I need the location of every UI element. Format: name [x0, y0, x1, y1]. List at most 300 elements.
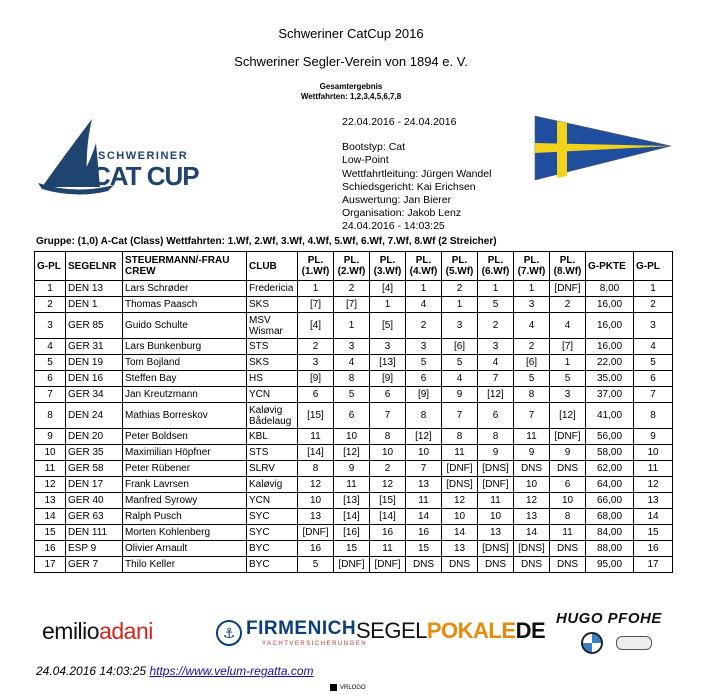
cell-sailor-name: Manfred Syrowy [123, 493, 247, 509]
cell-race-7: 5 [514, 371, 550, 387]
cell-race-2: 11 [334, 477, 370, 493]
cell-sailor-name: Ralph Pusch [123, 509, 247, 525]
cell-sail-number: DEN 13 [66, 281, 123, 297]
cell-gpl-right: 1 [634, 281, 673, 297]
cell-race-6: 4 [478, 355, 514, 371]
col-header-race-1: PL. (1.Wf) [298, 252, 334, 281]
cell-total-points: 64,00 [586, 477, 634, 493]
cell-race-2: [7] [334, 297, 370, 313]
results-body [35, 281, 673, 573]
cell-race-8: DNS [550, 461, 586, 477]
cell-sail-number: GER 58 [66, 461, 123, 477]
cell-club: SYC [247, 525, 298, 541]
regatta-title: Schweriner CatCup 2016 [278, 26, 424, 41]
sponsor-hugo-pfohe: HUGO PFOHE [556, 610, 662, 627]
table-row [35, 525, 673, 541]
logo-main-word: CAT CUP [92, 161, 199, 191]
cell-total-points: 41,00 [586, 403, 634, 429]
bmw-logo-icon [581, 632, 603, 654]
cell-race-3: 1 [370, 297, 406, 313]
cell-race-3: 10 [370, 445, 406, 461]
cell-total-points: 56,00 [586, 429, 634, 445]
cell-race-7: 7 [514, 403, 550, 429]
table-row [35, 355, 673, 371]
cell-race-2: [12] [334, 445, 370, 461]
table-row [35, 281, 673, 297]
cell-total-points: 16,00 [586, 339, 634, 355]
cell-race-3: 11 [370, 541, 406, 557]
cell-race-4: 11 [406, 493, 442, 509]
cell-race-2: [13] [334, 493, 370, 509]
cell-race-1: [7] [298, 297, 334, 313]
cell-sailor-name: Frank Lavrsen [123, 477, 247, 493]
cell-race-2: 3 [334, 339, 370, 355]
cell-race-5: 5 [442, 355, 478, 371]
cell-sail-number: DEN 1 [66, 297, 123, 313]
cell-race-4: 10 [406, 445, 442, 461]
cell-race-1: 11 [298, 429, 334, 445]
cell-race-6: 7 [478, 371, 514, 387]
cell-race-5: 3 [442, 313, 478, 339]
cell-gpl: 2 [35, 297, 66, 313]
generated-timestamp: 24.04.2016 - 14:03:25 [342, 220, 445, 233]
cell-race-1: [14] [298, 445, 334, 461]
cell-club: Kaløvig [247, 477, 298, 493]
cell-race-6: 3 [478, 339, 514, 355]
cell-gpl-right: 2 [634, 297, 673, 313]
cell-total-points: 35,00 [586, 371, 634, 387]
cell-club: SKS [247, 355, 298, 371]
cell-race-5: 9 [442, 387, 478, 403]
cell-race-1: 10 [298, 493, 334, 509]
col-header-race-2: PL. (2.Wf) [334, 252, 370, 281]
cell-sail-number: GER 34 [66, 387, 123, 403]
col-header-race-7: PL. (7.Wf) [514, 252, 550, 281]
cell-race-8: 6 [550, 477, 586, 493]
cell-race-6: DNS [478, 557, 514, 573]
cell-race-4: 8 [406, 403, 442, 429]
col-header-race-4: PL. (4.Wf) [406, 252, 442, 281]
result-heading [0, 82, 702, 102]
col-header-club: CLUB [247, 252, 298, 281]
cell-race-4: 1 [406, 281, 442, 297]
logo-top-word: SCHWERINER [98, 150, 189, 162]
cell-race-3: [15] [370, 493, 406, 509]
cell-race-6: [12] [478, 387, 514, 403]
cell-race-7: 12 [514, 493, 550, 509]
cell-gpl-right: 13 [634, 493, 673, 509]
table-row [35, 297, 673, 313]
cell-race-3: 16 [370, 525, 406, 541]
cell-race-3: 6 [370, 387, 406, 403]
cell-total-points: 22,00 [586, 355, 634, 371]
cell-total-points: 84,00 [586, 525, 634, 541]
cell-race-6: [DNS] [478, 461, 514, 477]
cell-gpl-right: 6 [634, 371, 673, 387]
cell-sailor-name: Olivier Arnault [123, 541, 247, 557]
col-header-race-3: PL. (3.Wf) [370, 252, 406, 281]
cell-race-7: 14 [514, 525, 550, 541]
results-table [34, 251, 673, 573]
cell-race-3: [13] [370, 355, 406, 371]
cell-club: BYC [247, 557, 298, 573]
cell-sail-number: DEN 19 [66, 355, 123, 371]
cell-total-points: 95,00 [586, 557, 634, 573]
group-line: Gruppe: (1,0) A-Cat (Class) Wettfahrten: 1.Wf, 2.Wf, 3.Wf, 4.Wf, 5.Wf, 6.Wf, 7.Wf, 8.Wf (2 Streicher) [36, 236, 497, 247]
cell-club: STS [247, 445, 298, 461]
cell-race-5: 12 [442, 493, 478, 509]
col-header-race-5: PL. (5.Wf) [442, 252, 478, 281]
cell-gpl: 12 [35, 477, 66, 493]
cell-sail-number: GER 31 [66, 339, 123, 355]
cell-race-5: 7 [442, 403, 478, 429]
cell-race-6: 5 [478, 297, 514, 313]
cell-race-2: 5 [334, 387, 370, 403]
cell-race-4: 7 [406, 461, 442, 477]
cell-gpl-right: 16 [634, 541, 673, 557]
cell-race-8: [12] [550, 403, 586, 429]
table-row [35, 493, 673, 509]
cell-race-7: 3 [514, 297, 550, 313]
cell-race-2: 1 [334, 313, 370, 339]
cell-sailor-name: Peter Rübener [123, 461, 247, 477]
cell-race-4: 15 [406, 541, 442, 557]
cell-gpl: 1 [35, 281, 66, 297]
cell-race-8: 11 [550, 525, 586, 541]
cell-club: SYC [247, 509, 298, 525]
scorer: Auswertung: Jan Bierer [342, 194, 452, 207]
cell-gpl-right: 4 [634, 339, 673, 355]
cell-race-8: 10 [550, 493, 586, 509]
vrlogo-icon [330, 684, 337, 691]
cell-gpl: 3 [35, 313, 66, 339]
cell-gpl-right: 14 [634, 509, 673, 525]
cell-race-8: 5 [550, 371, 586, 387]
cell-club: BYC [247, 541, 298, 557]
event-dates: 22.04.2016 - 24.04.2016 [342, 116, 457, 128]
cell-gpl: 14 [35, 509, 66, 525]
cell-total-points: 62,00 [586, 461, 634, 477]
cell-race-1: 12 [298, 477, 334, 493]
cell-race-4: 2 [406, 313, 442, 339]
cell-gpl-right: 7 [634, 387, 673, 403]
cell-sail-number: DEN 17 [66, 477, 123, 493]
col-header-gpl: G-PL [35, 252, 66, 281]
cell-race-1: 13 [298, 509, 334, 525]
cell-race-4: [12] [406, 429, 442, 445]
cell-race-1: [4] [298, 313, 334, 339]
cell-race-2: [DNF] [334, 557, 370, 573]
cell-race-7: 10 [514, 477, 550, 493]
cell-race-3: [9] [370, 371, 406, 387]
cell-gpl: 11 [35, 461, 66, 477]
cell-sailor-name: Tom Bojland [123, 355, 247, 371]
table-row [35, 429, 673, 445]
cell-race-7: 9 [514, 445, 550, 461]
cell-race-5: 14 [442, 525, 478, 541]
cell-race-2: 4 [334, 355, 370, 371]
cell-race-3: 3 [370, 339, 406, 355]
cell-race-2: 6 [334, 403, 370, 429]
cell-race-2: 10 [334, 429, 370, 445]
cell-race-6: 6 [478, 403, 514, 429]
cell-race-8: DNS [550, 557, 586, 573]
cell-sail-number: GER 85 [66, 313, 123, 339]
cell-race-7: DNS [514, 557, 550, 573]
club-name: Schweriner Segler-Verein von 1894 e. V. [234, 54, 468, 69]
cell-sailor-name: Steffen Bay [123, 371, 247, 387]
table-row [35, 387, 673, 403]
cell-race-1: 6 [298, 387, 334, 403]
cell-race-7: 2 [514, 339, 550, 355]
cell-race-5: 11 [442, 445, 478, 461]
cell-sailor-name: Thomas Paasch [123, 297, 247, 313]
cell-total-points: 16,00 [586, 313, 634, 339]
cell-race-3: [5] [370, 313, 406, 339]
cell-club: Kaløvig Bådelaug [247, 403, 298, 429]
table-row [35, 313, 673, 339]
cell-gpl: 10 [35, 445, 66, 461]
table-row [35, 445, 673, 461]
cell-race-2: 2 [334, 281, 370, 297]
cell-race-3: [4] [370, 281, 406, 297]
cell-race-4: 16 [406, 525, 442, 541]
cell-race-8: 4 [550, 313, 586, 339]
cell-race-5: 13 [442, 541, 478, 557]
cell-sail-number: GER 7 [66, 557, 123, 573]
cell-race-1: [9] [298, 371, 334, 387]
cell-sail-number: GER 63 [66, 509, 123, 525]
cell-race-8: 3 [550, 387, 586, 403]
cell-sail-number: DEN 16 [66, 371, 123, 387]
cell-race-7: [DNS] [514, 541, 550, 557]
cell-race-7: 11 [514, 429, 550, 445]
cell-race-3: [DNF] [370, 557, 406, 573]
cell-race-6: 11 [478, 493, 514, 509]
cell-race-6: [DNS] [478, 541, 514, 557]
cell-gpl-right: 3 [634, 313, 673, 339]
cell-race-4: 4 [406, 297, 442, 313]
cell-race-1: 5 [298, 557, 334, 573]
cell-race-7: DNS [514, 461, 550, 477]
table-header-row [35, 252, 673, 281]
races-line: Wettfahrten: 1,2,3,4,5,6,7,8 [300, 92, 402, 101]
organisation: Organisation: Jakob Lenz [342, 207, 462, 220]
cell-total-points: 88,00 [586, 541, 634, 557]
cell-race-8: 8 [550, 509, 586, 525]
cell-race-6: 9 [478, 445, 514, 461]
cell-gpl: 8 [35, 403, 66, 429]
cell-race-1: 1 [298, 281, 334, 297]
cell-club: SKS [247, 297, 298, 313]
table-row [35, 461, 673, 477]
col-header-gpkte: G-PKTE [586, 252, 634, 281]
cell-sailor-name: Peter Boldsen [123, 429, 247, 445]
col-header-race-8: PL. (8.Wf) [550, 252, 586, 281]
col-header-race-6: PL. (6.Wf) [478, 252, 514, 281]
cell-race-7: 8 [514, 387, 550, 403]
cell-gpl: 17 [35, 557, 66, 573]
cell-race-4: 6 [406, 371, 442, 387]
cell-club: HS [247, 371, 298, 387]
cell-race-5: 4 [442, 371, 478, 387]
cell-race-5: [6] [442, 339, 478, 355]
cell-gpl-right: 5 [634, 355, 673, 371]
cell-total-points: 66,00 [586, 493, 634, 509]
cell-gpl: 5 [35, 355, 66, 371]
scoring-system: Low-Point [342, 154, 389, 167]
cell-total-points: 37,00 [586, 387, 634, 403]
table-row [35, 557, 673, 573]
cell-race-6: 10 [478, 509, 514, 525]
cell-gpl: 4 [35, 339, 66, 355]
cell-gpl-right: 12 [634, 477, 673, 493]
vrlogo: VRLOGO [330, 684, 366, 691]
cell-race-6: 2 [478, 313, 514, 339]
cell-race-1: [15] [298, 403, 334, 429]
cell-sailor-name: Thilo Keller [123, 557, 247, 573]
col-header-segelnr: SEGELNR [66, 252, 123, 281]
cell-sail-number: DEN 24 [66, 403, 123, 429]
col-header-crew: STEUERMANN/-FRAU CREW [123, 252, 247, 281]
cell-race-1: 16 [298, 541, 334, 557]
cell-race-2: [16] [334, 525, 370, 541]
cell-race-3: 8 [370, 429, 406, 445]
boat-type: Bootstyp: Cat [342, 141, 406, 154]
cell-sail-number: GER 40 [66, 493, 123, 509]
table-row [35, 541, 673, 557]
cell-race-4: DNS [406, 557, 442, 573]
cell-gpl: 16 [35, 541, 66, 557]
event-info [342, 116, 491, 234]
cell-sailor-name: Lars Bunkenburg [123, 339, 247, 355]
cell-race-8: 9 [550, 445, 586, 461]
cell-sailor-name: Lars Schrøder [123, 281, 247, 297]
cell-gpl: 9 [35, 429, 66, 445]
cell-race-5: 10 [442, 509, 478, 525]
cell-sailor-name: Morten Kohlenberg [123, 525, 247, 541]
cell-club: YCN [247, 387, 298, 403]
cell-total-points: 8,00 [586, 281, 634, 297]
sponsor-segelpokale: SEGELPOKALEDE [356, 618, 546, 643]
mini-logo-icon [616, 636, 652, 650]
cell-sail-number: ESP 9 [66, 541, 123, 557]
cell-race-7: 13 [514, 509, 550, 525]
cell-gpl: 15 [35, 525, 66, 541]
footer-link[interactable]: https://www.velum-regatta.com [149, 664, 314, 678]
cell-race-1: 2 [298, 339, 334, 355]
cell-total-points: 58,00 [586, 445, 634, 461]
cell-race-7: [6] [514, 355, 550, 371]
cell-race-5: [DNF] [442, 461, 478, 477]
anchor-icon: ⚓ [216, 620, 242, 646]
col-header-gpl-right: G-PL [634, 252, 673, 281]
cell-club: SLRV [247, 461, 298, 477]
cell-sailor-name: Maximilian Höpfner [123, 445, 247, 461]
cell-gpl-right: 9 [634, 429, 673, 445]
cell-race-8: [DNF] [550, 429, 586, 445]
table-row [35, 339, 673, 355]
cell-race-7: 1 [514, 281, 550, 297]
cell-race-4: 13 [406, 477, 442, 493]
cell-race-3: 12 [370, 477, 406, 493]
result-type: Gesamtergebnis [319, 82, 383, 91]
cell-sailor-name: Guido Schulte [123, 313, 247, 339]
cell-club: MSV Wismar [247, 313, 298, 339]
cell-total-points: 16,00 [586, 297, 634, 313]
cell-club: Fredericia [247, 281, 298, 297]
cell-club: STS [247, 339, 298, 355]
cell-race-6: 8 [478, 429, 514, 445]
cell-race-6: [DNF] [478, 477, 514, 493]
cell-race-7: 4 [514, 313, 550, 339]
cell-race-1: 3 [298, 355, 334, 371]
cell-race-3: 2 [370, 461, 406, 477]
cell-race-5: [DNS] [442, 477, 478, 493]
footer-timestamp: 24.04.2016 14:03:25 [36, 664, 147, 678]
cell-total-points: 68,00 [586, 509, 634, 525]
jury: Schiedsgericht: Kai Erichsen [342, 180, 476, 193]
cell-race-4: 14 [406, 509, 442, 525]
cell-club: KBL [247, 429, 298, 445]
cell-race-8: 2 [550, 297, 586, 313]
catcup-logo [36, 113, 216, 195]
cell-race-8: DNS [550, 541, 586, 557]
cell-race-2: 15 [334, 541, 370, 557]
cell-gpl: 7 [35, 387, 66, 403]
cell-race-1: [DNF] [298, 525, 334, 541]
cell-race-4: 5 [406, 355, 442, 371]
cell-race-3: 7 [370, 403, 406, 429]
table-row [35, 477, 673, 493]
pennant-flag-icon [533, 112, 673, 184]
cell-race-1: 8 [298, 461, 334, 477]
cell-sail-number: DEN 20 [66, 429, 123, 445]
cell-gpl: 6 [35, 371, 66, 387]
cell-club: YCN [247, 493, 298, 509]
cell-gpl-right: 8 [634, 403, 673, 429]
cell-race-6: 1 [478, 281, 514, 297]
cell-sailor-name: Mathias Borreskov [123, 403, 247, 429]
cell-race-4: [9] [406, 387, 442, 403]
cell-race-8: 1 [550, 355, 586, 371]
table-row [35, 371, 673, 387]
cell-race-6: 13 [478, 525, 514, 541]
cell-race-2: 8 [334, 371, 370, 387]
cell-gpl-right: 11 [634, 461, 673, 477]
table-row [35, 403, 673, 429]
race-officer: Wettfahrtleitung: Jürgen Wandel [342, 167, 492, 180]
cell-race-5: 8 [442, 429, 478, 445]
cell-race-4: 3 [406, 339, 442, 355]
cell-sail-number: DEN 111 [66, 525, 123, 541]
cell-race-5: DNS [442, 557, 478, 573]
footer [36, 664, 314, 678]
cell-gpl-right: 15 [634, 525, 673, 541]
cell-gpl-right: 10 [634, 445, 673, 461]
cell-race-5: 1 [442, 297, 478, 313]
cell-race-2: [14] [334, 509, 370, 525]
table-row [35, 509, 673, 525]
cell-gpl-right: 17 [634, 557, 673, 573]
cell-race-2: 9 [334, 461, 370, 477]
cell-gpl: 13 [35, 493, 66, 509]
cell-sailor-name: Jan Kreutzmann [123, 387, 247, 403]
cell-race-5: 2 [442, 281, 478, 297]
cell-race-8: [7] [550, 339, 586, 355]
sponsor-bar: emilioadani ⚓ FIRMENICH YACHTVERSICHERUNGEN SEGELPOKALEDE HUGO PFOHE [36, 612, 672, 654]
cell-sail-number: GER 35 [66, 445, 123, 461]
